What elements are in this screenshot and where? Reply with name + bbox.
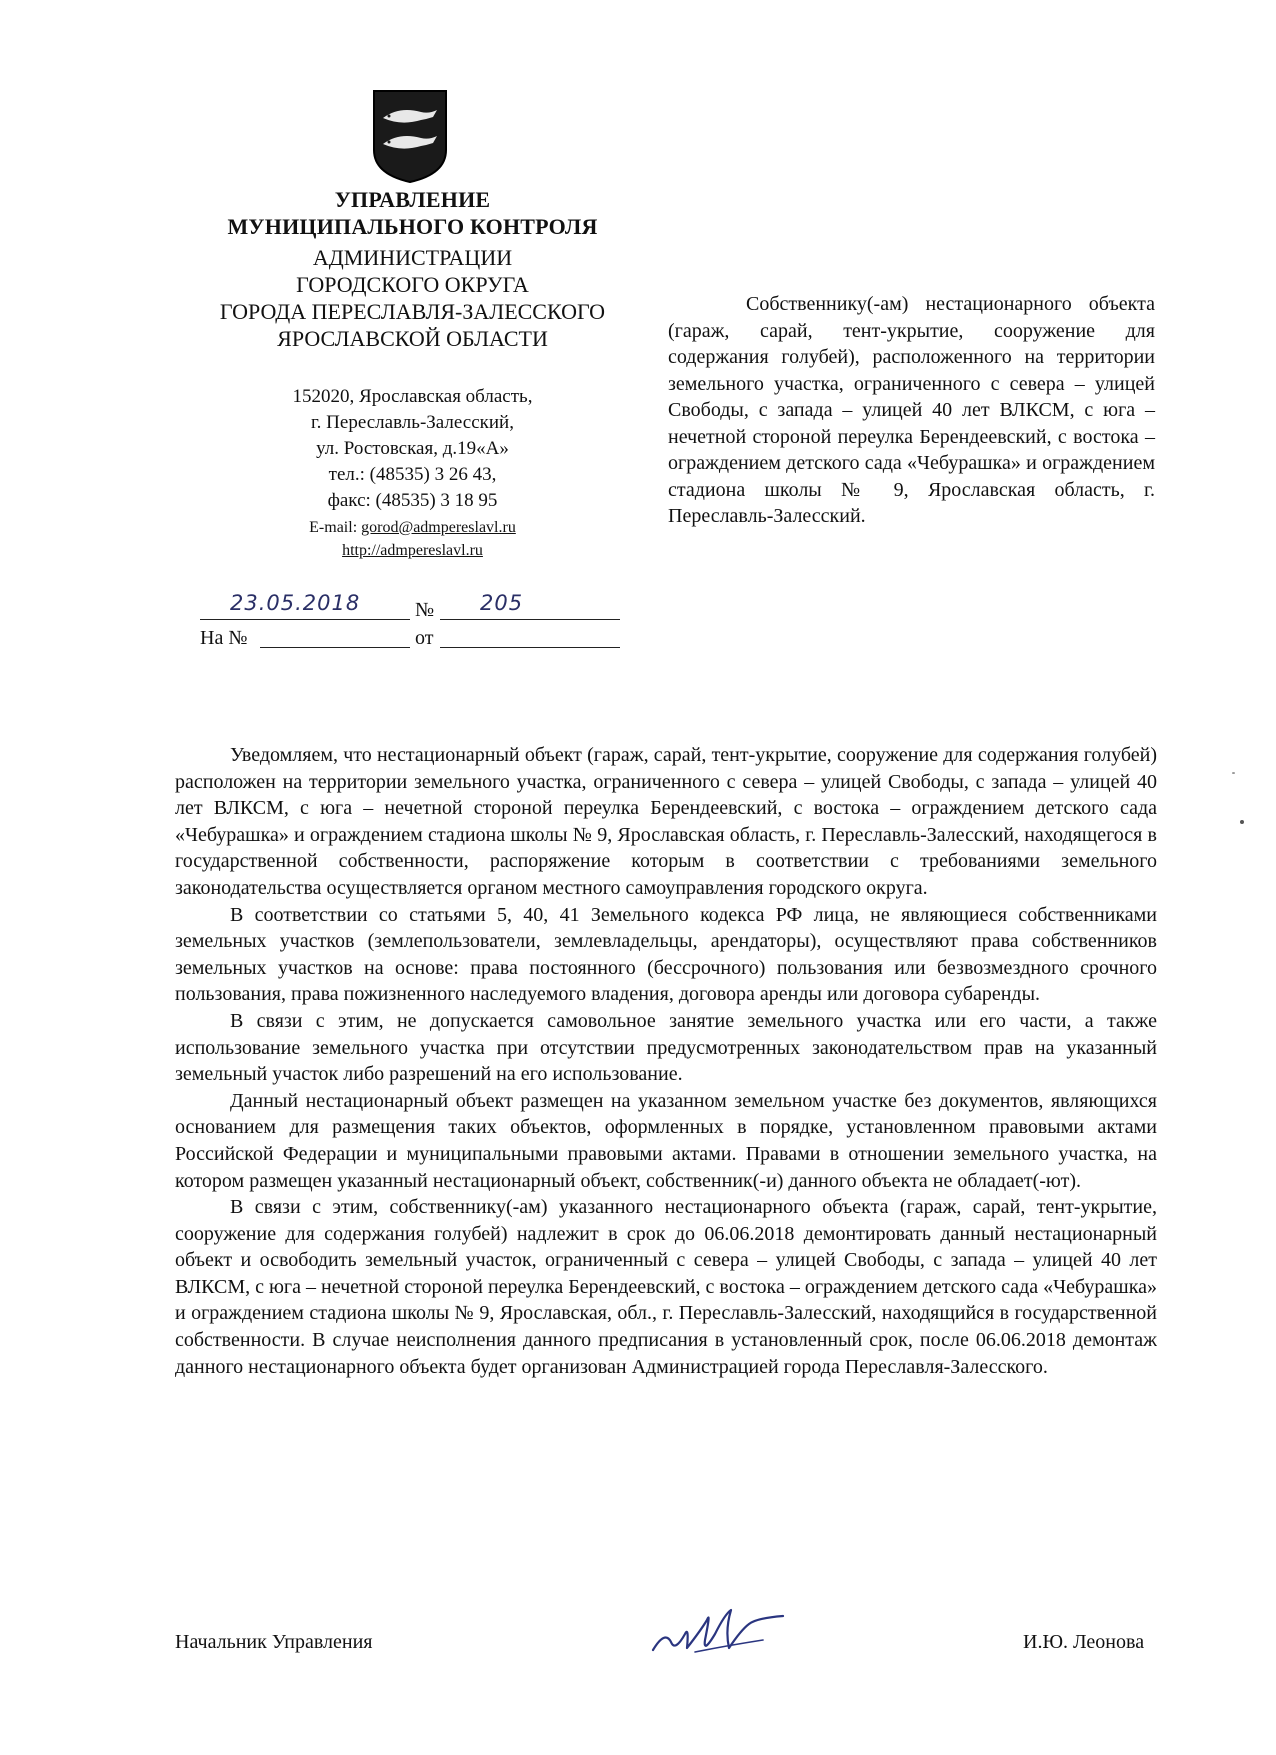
body-paragraph: В соответствии со статьями 5, 40, 41 Земельного кодекса РФ лица, не являющиеся собственниками земельных участков (землепользователи, землевладельцы, арендаторы), осуществляют права собственников земельных участков на основе: права постоянного (бессрочного) пользования или безвозмездного срочного пользования, права пожизненного наследуемого владения, договора аренды или договора субаренды.	[175, 903, 1157, 1006]
addressee-text: Собственнику(-ам) нестационарного объекта (гараж, сарай, тент-укрытие, сооружение для содержания голубей), расположенного на территории земельного участка, ограниченного с севера – улицей Свободы, с запада – улицей 40 лет ВЛКСМ, с юга – нечетной стороной переулка Берендеевский, с востока – ограждением детского сада «Чебурашка» и ограждением стадиона школы № 9, Ярославская область, г. Переславль-Залесский.	[668, 293, 1155, 527]
email-line	[175, 516, 650, 539]
body-paragraph: В связи с этим, не допускается самовольное занятие земельного участка или его части, а также использование земельного участка при отсутствии предусмотренных законодательством прав на указанный земельный участок либо разрешений на его использование.	[175, 1009, 1157, 1086]
number-label: №	[415, 599, 435, 621]
org-line: ЯРОСЛАВСКОЙ ОБЛАСТИ	[277, 326, 548, 351]
signatory-name: И.Ю. Леонова	[1023, 1631, 1145, 1653]
website-link[interactable]: http://admpereslavl.ru	[342, 542, 483, 559]
org-line: ГОРОДСКОГО ОКРУГА	[296, 272, 529, 297]
address-line: ул. Ростовская, д.19«А»	[316, 438, 509, 459]
org-address	[175, 384, 650, 562]
email-label: E-mail:	[309, 519, 358, 536]
address-line: факс: (48535) 3 18 95	[327, 490, 498, 511]
body-paragraph: Данный нестационарный объект размещен на указанном земельном участке без документов, являющихся основанием для размещения таких объектов, оформленных в порядке, установленном правовыми актами Российской Федерации и муниципальными правовыми актами. Правами в отношении земельного участка, на котором размещен указанный нестационарный объект, собственник(-и) данного объекта не обладает(-ют).	[175, 1089, 1157, 1192]
registration-date: 23.05.2018	[230, 591, 361, 615]
letter-body	[175, 742, 1157, 1380]
date-underline	[200, 619, 410, 620]
org-line: АДМИНИСТРАЦИИ	[312, 245, 513, 270]
registration-number: 205	[480, 591, 524, 615]
reply-label: На №	[200, 627, 248, 649]
address-line: тел.: (48535) 3 26 43,	[328, 464, 497, 485]
scan-speck	[1240, 820, 1244, 824]
address-line: г. Переславль-Залесский,	[311, 412, 514, 433]
org-line: ГОРОДА ПЕРЕСЛАВЛЯ-ЗАЛЕССКОГО	[219, 299, 606, 324]
email-link[interactable]: gorod@admpereslavl.ru	[361, 519, 516, 536]
reply-underline	[260, 647, 410, 648]
org-line: МУНИЦИПАЛЬНОГО КОНТРОЛЯ	[227, 214, 598, 239]
org-line: УПРАВЛЕНИЕ	[334, 187, 491, 212]
signatory-title: Начальник Управления	[175, 1631, 373, 1653]
from-label: от	[415, 627, 434, 649]
registration-block	[200, 591, 620, 657]
from-underline	[440, 647, 620, 648]
address-line: 152020, Ярославская область,	[292, 386, 533, 407]
website-line	[175, 539, 650, 562]
scan-speck	[1232, 772, 1235, 774]
addressee-block	[668, 291, 1155, 530]
coat-of-arms-icon	[371, 88, 449, 184]
org-name	[175, 244, 650, 352]
number-underline	[440, 619, 620, 620]
body-paragraph: Уведомляем, что нестационарный объект (гараж, сарай, тент-укрытие, сооружение для содержания голубей) расположен на территории земельного участка, ограниченного с севера – улицей Свободы, с запада – улицей 40 лет ВЛКСМ, с юга – нечетной стороной переулка Берендеевский, с востока – ограждением детского сада «Чебурашка» и ограждением стадиона школы № 9, Ярославская область, г. Переславль-Залесский, находящегося в государственной собственности, распоряжение которым в соответствии с требованиями земельного законодательства осуществляется органом местного самоуправления городского округа.	[175, 744, 1157, 899]
handwritten-signature	[645, 1590, 790, 1670]
org-name-bold	[175, 186, 650, 240]
body-paragraph: В связи с этим, собственнику(-ам) указанного нестационарного объекта (гараж, сарай, тент-укрытие, сооружение для содержания голубей) надлежит в срок до 06.06.2018 демонтировать данный нестационарный объект и освободить земельный участок, ограниченный с севера – улицей Свободы, с запада – улицей 40 лет ВЛКСМ, с юга – нечетной стороной переулка Берендеевский, с востока – ограждением детского сада «Чебурашка» и ограждением стадиона школы № 9, Ярославская, обл., г. Переславль-Залесский, находящийся в государственной собственности. В случае неисполнения данного предписания в установленный срок, после 06.06.2018 демонтаж данного нестационарного объекта будет организован Администрацией города Переславля-Залесского.	[175, 1196, 1157, 1378]
